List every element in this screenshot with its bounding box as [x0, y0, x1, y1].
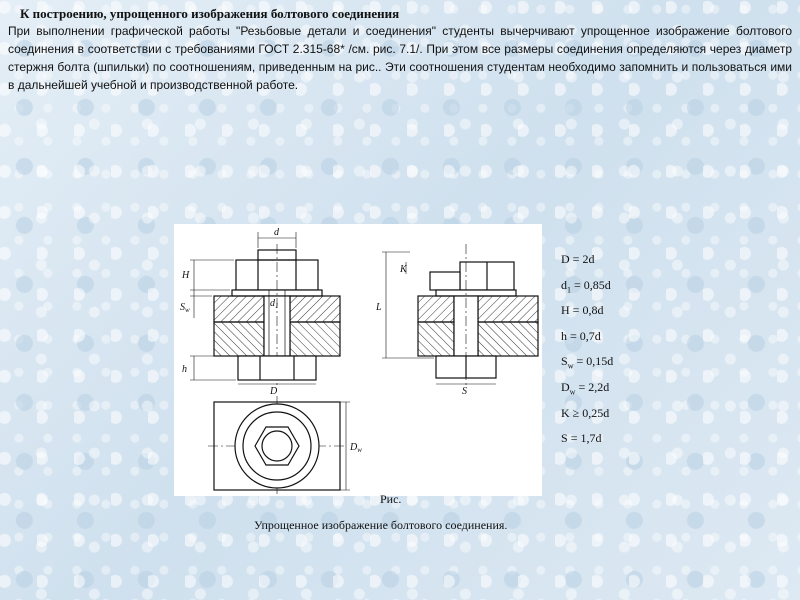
bolt-drawing-svg	[174, 224, 542, 496]
formula-item: H = 0,8d	[561, 303, 604, 318]
figure-caption-label: Рис.	[380, 492, 402, 506]
label-d1: $d_1$	[270, 298, 279, 310]
label-Sw: $S_w$	[180, 302, 190, 314]
label-S: S	[462, 386, 467, 397]
left-section-view	[190, 232, 340, 386]
label-K: K	[400, 264, 407, 275]
bolt-drawing	[174, 224, 542, 496]
figure-caption: Упрощенное изображение болтового соединения.	[254, 518, 508, 532]
formula-item: $S_w = 0,15d$	[561, 354, 614, 371]
label-L: L	[376, 302, 382, 313]
formula-item: S = 1,7d	[561, 431, 602, 446]
top-view	[208, 396, 350, 494]
label-D: D	[270, 386, 278, 397]
label-Dw: $D_w$	[350, 442, 362, 454]
formula-item: K ≥ 0,25d	[561, 405, 610, 420]
body-paragraph: При выполнении графической работы "Резьбовые детали и соединения" студенты вычерчивают упрощенное изображение болтового соединения в соответствии с требованиями ГОСТ 2.315-68* /см. рис. 7.1/. При этом все размеры соединения определяются через диаметр стержня болта (шпильки) по соотношениям, приведенным на рис.. Эти соотношения студентам необходимо запомнить и пользоваться ими в дальнейшей учебной и производственной работе.	[8, 24, 792, 92]
formula-item: D = 2d	[561, 252, 595, 266]
formula-list	[561, 250, 613, 455]
slide-title: К построению, упрощенного изображения болтового соединения	[20, 6, 400, 21]
formula-item: $d_1 = 0,85d$	[561, 277, 611, 294]
label-d: d	[274, 227, 279, 238]
formula-item: $D_w = 2,2d$	[561, 379, 610, 397]
formula-item: h = 0,7d	[561, 328, 601, 343]
label-h: h	[182, 364, 187, 375]
label-H: H	[182, 270, 190, 281]
